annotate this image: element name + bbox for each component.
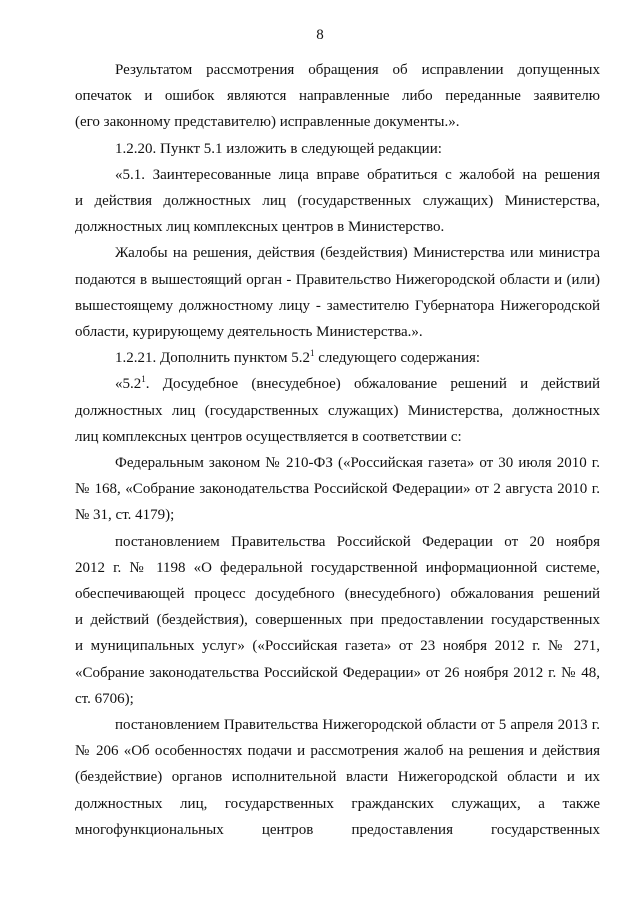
superscript: 1	[141, 374, 146, 384]
text-line: постановлением Правительства Нижегородской области от 5 апреля 2013 г.	[115, 717, 600, 733]
text-line: и муниципальных услуг» («Российская газета» от 23 ноября 2012 г. № 271,	[75, 638, 600, 654]
text-line: вышестоящему должностному лицу - заместителю Губернатора Нижегородской	[75, 298, 600, 314]
text-line: должностных лиц, государственных гражданских служащих, а также	[75, 796, 600, 812]
text-line: области, курирующему деятельность Министерства.».	[75, 324, 423, 340]
text-line: (его законному представителю) исправленные документы.».	[75, 114, 460, 130]
text-line: обеспечивающей процесс досудебного (внесудебного) обжалования решений	[75, 586, 600, 602]
text-line: (бездействие) органов исполнительной власти Нижегородской области и их	[75, 769, 600, 785]
text-line: многофункциональных центров предоставления государственных	[75, 822, 600, 838]
text-line: № 168, «Собрание законодательства Российской Федерации» от 2 августа 2010 г.	[75, 481, 600, 497]
text-line: «5.1. Заинтересованные лица вправе обратиться с жалобой на решения	[115, 167, 600, 183]
text-line: 1.2.21. Дополнить пунктом $5.2^1$ следующего содержания:	[115, 348, 481, 366]
text-line: должностных лиц комплексных центров в Министерство.	[75, 219, 445, 235]
text-line: опечаток и ошибок являются направленные либо переданные заявителю	[75, 88, 600, 104]
text-line: лиц комплексных центров осуществляется в соответствии с:	[75, 429, 462, 445]
text-line: ст. 6706);	[75, 691, 134, 707]
text-line: и действий (бездействия), совершенных при предоставлении государственных	[75, 612, 600, 628]
text-line: № 206 «Об особенностях подачи и рассмотрения жалоб на решения и действия	[75, 743, 600, 759]
text-line: Результатом рассмотрения обращения об исправлении допущенных	[115, 62, 600, 78]
text-line: подаются в вышестоящий орган - Правительство Нижегородской области и (или)	[75, 272, 600, 288]
text-line: «Собрание законодательства Российской Федерации» от 26 ноября 2012 г. № 48,	[75, 665, 600, 681]
text-line: должностных лиц (государственных служащих) Министерства, должностных	[75, 403, 600, 419]
text-line: «$5.2^1$. Досудебное (внесудебное) обжалование решений и действий	[115, 374, 600, 392]
superscript: 1	[309, 348, 315, 358]
text-line: Жалобы на решения, действия (бездействия) Министерства или министра	[115, 245, 600, 261]
text-line: 1.2.20. Пункт 5.1 изложить в следующей редакции:	[115, 141, 442, 157]
text-line: постановлением Правительства Российской Федерации от 20 ноября	[115, 534, 600, 550]
text-line: и действия должностных лиц (государственных служащих) Министерства,	[75, 193, 600, 209]
page-number: 8	[316, 27, 324, 43]
text-line: № 31, ст. 4179);	[75, 507, 175, 523]
text-line: Федеральным законом № 210-ФЗ («Российская газета» от 30 июля 2010 г.	[115, 455, 600, 471]
text-line: 2012 г. № 1198 «О федеральной государственной информационной системе,	[75, 560, 600, 576]
